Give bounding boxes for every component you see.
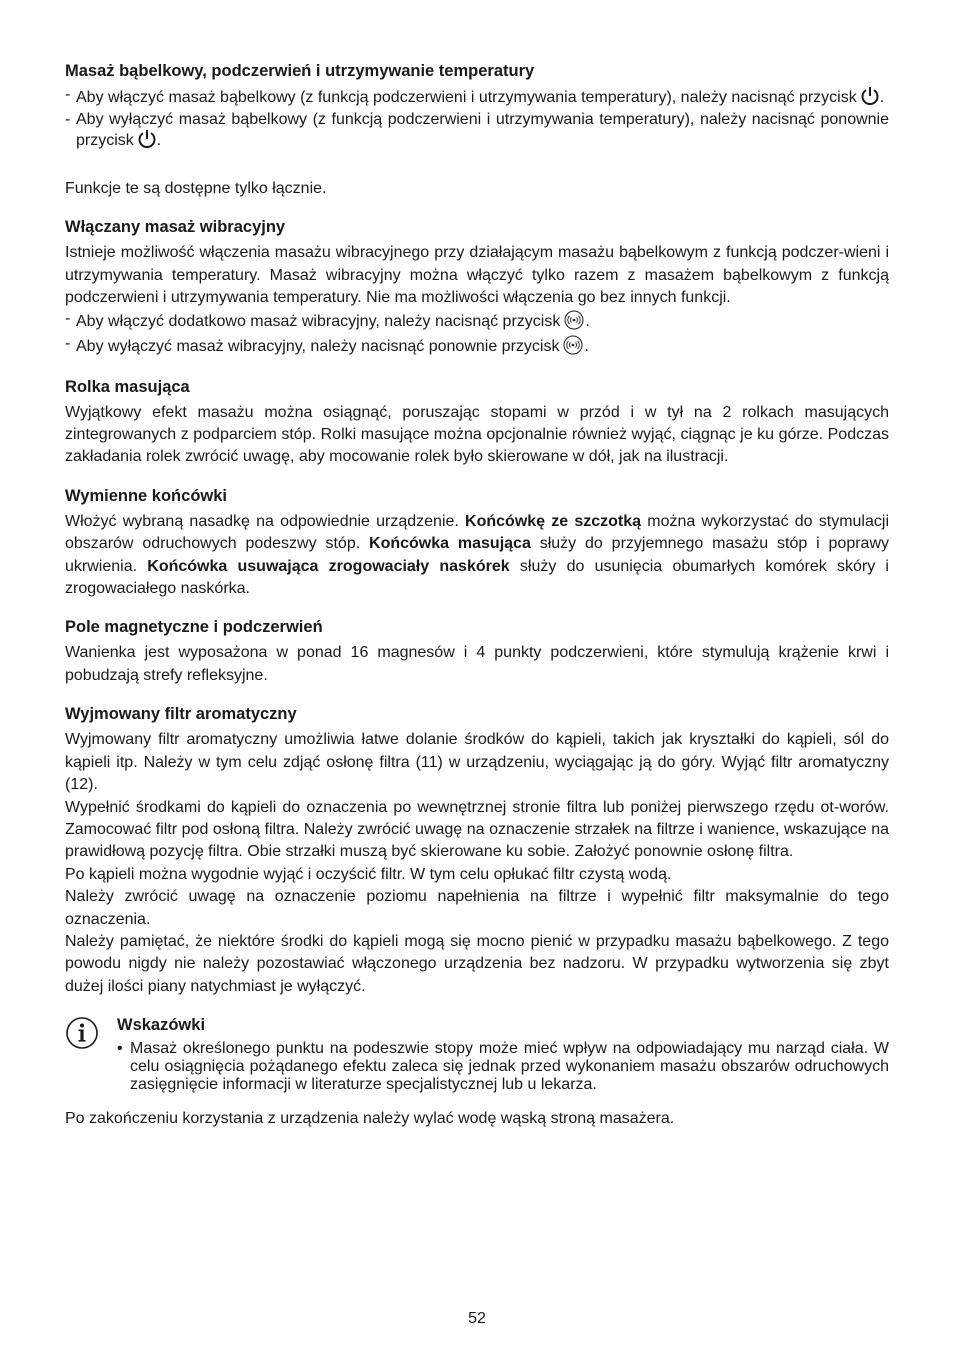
- section-title: Masaż bąbelkowy, podczerwień i utrzymywanie temperatury: [65, 62, 535, 80]
- document-page: [65, 60, 889, 1131]
- section-title: Pole magnetyczne i podczerwień: [65, 618, 323, 637]
- section-paragraph: Wyjmowany filtr aromatyczny umożliwia łatwe dolanie środków do kąpieli, takich jak kryształki do kąpieli, sól do kąpieli itp. Należy w tym celu zdjąć osłonę filtra (11) w urządzeniu, wyciągając ją do góry. Wyjąć filtr aromatyczny (12).: [65, 731, 889, 794]
- section-massage-roller: [65, 376, 889, 469]
- power-icon: [860, 86, 880, 111]
- section-vibration-massage: [65, 216, 889, 359]
- hints-title: Wskazówki: [117, 1016, 206, 1035]
- vibration-icon: [562, 335, 584, 360]
- section-paragraph: Wanienka jest wyposażona w ponad 16 magnesów i 4 punkty podczerwieni, które stymulują krążenie krwi i pobudzają strefy refleksyjne.: [65, 644, 889, 684]
- section-title: Włączany masaż wibracyjny: [65, 218, 286, 237]
- list-item: - Aby wyłączyć masaż wibracyjny, należy nacisnąć ponownie przycisk .: [65, 335, 889, 360]
- section-title: Rolka masująca: [65, 377, 190, 396]
- info-icon: [65, 1014, 117, 1094]
- vibration-icon: [563, 310, 585, 335]
- hints-box: [65, 1014, 889, 1094]
- section-paragraph: Po kąpieli można wygodnie wyjąć i oczyścić filtr. W tym celu opłukać filtr czystą wodą.: [65, 865, 672, 883]
- note-text: Funkcje te są dostępne tylko łącznie.: [65, 180, 327, 197]
- list-item-text: Aby wyłączyć masaż wibracyjny, należy nacisnąć ponownie przycisk: [76, 337, 560, 355]
- page-number: 52: [468, 1310, 486, 1327]
- section-paragraph: Istnieje możliwość włączenia masażu wibracyjnego przy działającym masażu bąbelkowym z funkcją podczer-wieni i utrzymywania temperatury. Masaż wibracyjny można włączyć tylko razem z masażem bąbelkowym z funkcją podczerwieni i utrzymywania temperatury. Nie ma możliwości włączenia go bez innych funkcji.: [65, 244, 889, 307]
- section-bubble-massage: [65, 60, 889, 200]
- list-item-text: Aby wyłączyć masaż bąbelkowy (z funkcją podczerwieni i utrzymywania temperatury), należy nacisnąć ponownie przycisk: [76, 111, 889, 149]
- section-paragraph: Należy pamiętać, że niektóre środki do kąpieli mogą się mocno pienić w przypadku masażu bąbelkowego. Z tego powodu nigdy nie należy pozostawiać włączonego urządzenia bez nadzoru. W przypadku wytworzenia się zbyt dużej ilości piany natychmiast je wyłączyć.: [65, 932, 889, 995]
- section-title: Wyjmowany filtr aromatyczny: [65, 705, 297, 724]
- section-paragraph: Wypełnić środkami do kąpieli do oznaczenia po wewnętrznej stronie filtra lub poniżej pierwszego rzędu ot-worów. Zamocować filtr pod osłoną filtra. Należy zwrócić uwagę na oznaczenie strzałek na filtrze i wanience, wskazujące na prawidłową pozycję filtra. Obie strzałki muszą być skierowane ku sobie. Założyć ponownie osłonę filtra.: [65, 798, 889, 861]
- section-paragraph: Wyjątkowy efekt masażu można osiągnąć, poruszając stopami w przód i w tył na 2 rolkach masujących zintegrowanych z podparciem stóp. Rolki masujące można opcjonalnie również wyjąć, ciągnąc je ku górze. Podczas zakładania rolek zwrócić uwagę, aby mocowanie rolek było skierowane w dół, jak na ilustracji.: [65, 403, 889, 466]
- section-aroma-filter: [65, 703, 889, 998]
- section-magnetic-field: [65, 616, 889, 687]
- list-item-text: Aby włączyć masaż bąbelkowy (z funkcją podczerwieni i utrzymywania temperatury), należy nacisnąć przycisk: [76, 89, 857, 106]
- hint-text: Masaż określonego punktu na podeszwie stopy może mieć wpływ na odpowiadający mu narząd ciała. W celu osiągnięcia pożądanego efektu zaleca się jednak przed wykonaniem masażu obszarów odruchowych zasięgnięcie informacji w literaturze specjalistycznej lub u lekarza.: [130, 1040, 889, 1094]
- power-icon: [137, 129, 157, 154]
- section-paragraph: Włożyć wybraną nasadkę na odpowiednie urządzenie. Końcówkę ze szczotką można wykorzystać do stymulacji obszarów odruchowych podeszwy stóp. Końcówka masująca służy do przyjemnego masażu stóp i poprawy ukrwienia. Końcówka usuwająca zrogowaciały naskórek służy do usunięcia obumarłych komórek skóry i zrogowaciałego naskórka.: [65, 512, 889, 598]
- section-paragraph: Należy zwrócić uwagę na oznaczenie poziomu napełnienia na filtrze i wypełnić filtr maksymalnie do tego oznaczenia.: [65, 888, 889, 928]
- list-item-text: Aby włączyć dodatkowo masaż wibracyjny, należy nacisnąć przycisk: [76, 312, 561, 330]
- list-item: • Masaż określonego punktu na podeszwie stopy może mieć wpływ na odpowiadający mu narząd ciała. W celu osiągnięcia pożądanego efektu zaleca się jednak przed wykonaniem masażu obszarów odruchowych zasięgnięcie informacji w literaturze specjalistycznej lub u lekarza.: [117, 1040, 889, 1094]
- list-item: - Aby włączyć dodatkowo masaż wibracyjny, należy nacisnąć przycisk .: [65, 310, 889, 335]
- section-attachments: [65, 485, 889, 601]
- list-item: - Aby wyłączyć masaż bąbelkowy (z funkcją podczerwieni i utrzymywania temperatury), należy nacisnąć ponownie przycisk .: [65, 111, 889, 154]
- section-title: Wymienne końcówki: [65, 486, 227, 505]
- closing-text: Po zakończeniu korzystania z urządzenia należy wylać wodę wąską stroną masażera.: [65, 1110, 675, 1128]
- list-item: - Aby włączyć masaż bąbelkowy (z funkcją podczerwieni i utrzymywania temperatury), należy nacisnąć przycisk .: [65, 86, 889, 111]
